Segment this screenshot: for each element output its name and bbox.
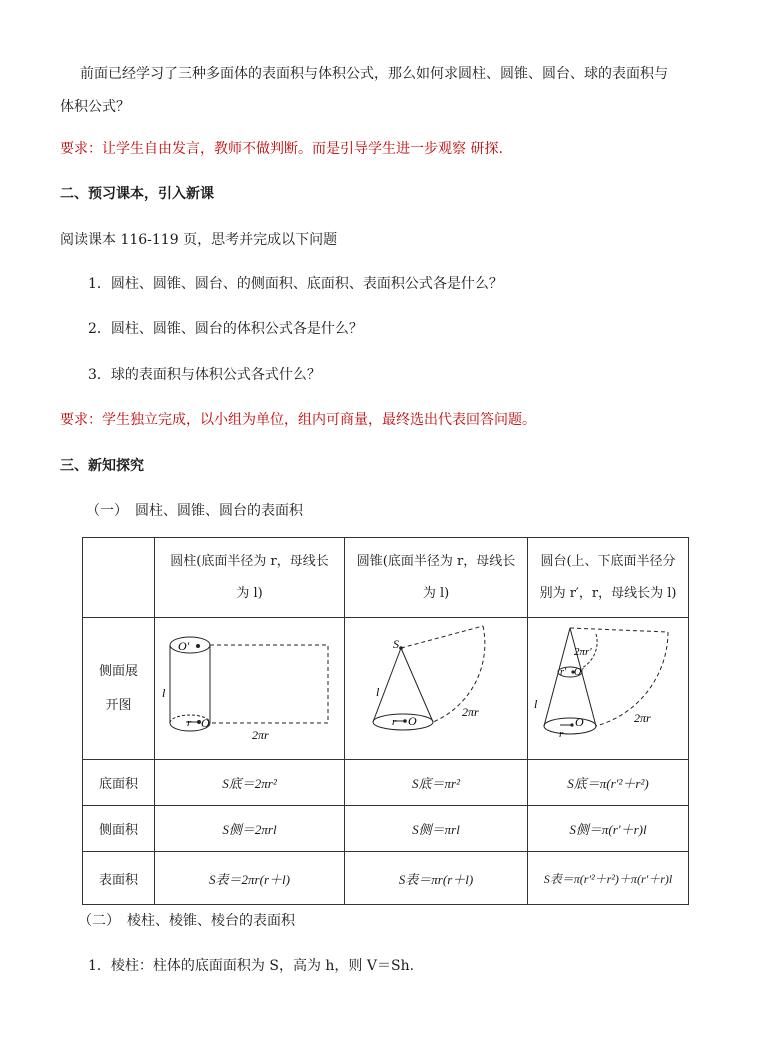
formula-cone-total: S表＝πr(r＋l)	[345, 852, 528, 905]
row-label-total: 表面积	[83, 852, 155, 905]
frustum-center-label: O	[575, 714, 584, 729]
formula-frustum-total: S表＝π(r′²＋r²)＋π(r′＋r)l	[528, 852, 689, 905]
cone-center-label: O	[408, 714, 417, 728]
cone-net-svg	[349, 624, 524, 749]
frustum-top-arc-label: 2πr′	[574, 645, 592, 658]
surface-area-table	[82, 537, 689, 905]
cylinder-net-svg	[160, 627, 340, 747]
reading-task: 阅读课本 116-119 页，思考并完成以下问题	[60, 232, 338, 248]
section-2-title: 二、预习课本，引入新课	[60, 186, 214, 202]
table-header-row	[83, 538, 689, 618]
frustum-radius-label: r	[559, 727, 564, 740]
formula-cylinder-base: S底＝2πr²	[155, 760, 345, 806]
intro-line-2: 体积公式？	[60, 99, 130, 115]
formula-cylinder-lateral: S侧＝2πrl	[155, 806, 345, 852]
row-label-base: 底面积	[83, 760, 155, 806]
frustum-arc-label: 2πr	[634, 710, 651, 725]
cyl-circumference-label: 2πr	[251, 727, 269, 742]
formula-cone-base: S底＝πr²	[345, 760, 528, 806]
section-3-title: 三、新知探究	[60, 458, 144, 474]
formula-cone-lateral: S侧＝πrl	[345, 806, 528, 852]
header-frustum: 圆台(上、下底面半径分 别为 r′，r，母线长为 l)	[528, 538, 689, 618]
row-label-unfold: 侧面展 开图	[83, 618, 155, 760]
question-1: 1．圆柱、圆锥、圆台、的侧面积、底面积、表面积公式各是什么？	[88, 276, 503, 292]
cone-unfold-diagram	[345, 618, 528, 760]
table-corner-cell	[83, 538, 155, 618]
formula-frustum-base: S底＝π(r′²＋r²)	[528, 760, 689, 806]
subsection-1-title: （一） 圆柱、圆锥、圆台的表面积	[86, 503, 303, 519]
frustum-top-center-label: O′	[574, 666, 584, 678]
row-label-lateral: 侧面积	[83, 806, 155, 852]
question-3: 3．球的表面积与体积公式各式什么？	[88, 367, 321, 383]
cone-apex-label: S	[393, 637, 399, 651]
table-row-lateral	[83, 806, 689, 852]
frustum-generatrix-label: l	[534, 696, 538, 711]
cone-generatrix-label: l	[376, 685, 380, 699]
table-row-base	[83, 760, 689, 806]
table-row-unfold	[83, 618, 689, 760]
frustum-top-radius-label: r′	[560, 666, 567, 678]
cyl-radius-label: r	[186, 716, 191, 729]
frustum-unfold-diagram	[528, 618, 689, 760]
cyl-top-center-label: O′	[177, 638, 189, 653]
header-cylinder: 圆柱(底面半径为 r，母线长 为 l)	[155, 538, 345, 618]
cone-radius-label: r	[392, 716, 397, 728]
requirement-1: 要求：让学生自由发言，教师不做判断。而是引导学生进一步观察 研探.	[60, 141, 503, 157]
formula-cylinder-total: S表＝2πr(r＋l)	[155, 852, 345, 905]
table-row-total	[83, 852, 689, 905]
requirement-2: 要求：学生独立完成，以小组为单位，组内可商量，最终选出代表回答问题。	[60, 412, 536, 428]
formula-frustum-lateral: S侧＝π(r′＋r)l	[528, 806, 689, 852]
cylinder-unfold-diagram	[155, 618, 345, 760]
prism-volume-text: 1．棱柱：柱体的底面面积为 S，高为 h，则 V＝Sh.	[88, 958, 415, 974]
cone-arc-label: 2πr	[462, 705, 479, 719]
intro-line-1: 前面已经学习了三种多面体的表面积与体积公式，那么如何求圆柱、圆锥、圆台、球的表面积与	[80, 66, 668, 82]
subsection-2-title: （二） 棱柱、棱锥、棱台的表面积	[78, 913, 295, 929]
frustum-net-svg	[532, 622, 687, 752]
question-2: 2．圆柱、圆锥、圆台的体积公式各是什么？	[88, 321, 363, 337]
header-cone: 圆锥(底面半径为 r，母线长 为 l)	[345, 538, 528, 618]
cyl-generatrix-label: l	[161, 685, 165, 700]
cyl-bottom-center-label: O	[200, 715, 210, 730]
